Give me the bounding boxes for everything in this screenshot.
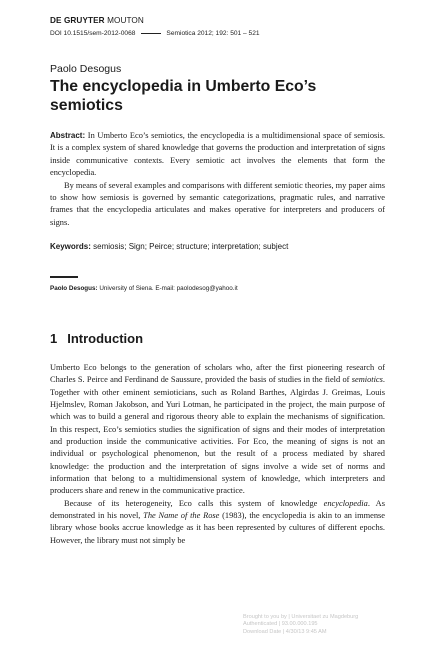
abstract-paragraph-2: By means of several examples and comparisons with different semiotic theories, my paper aims to show how semiosis is governed by semantic categorizations, pragmatic rules, and narrative frames that the encyclopedia articulates and makes operative for interpreters and producers of signs. [50, 180, 385, 227]
abstract-text-1: In Umberto Eco’s semiotics, the encyclopedia is a multidimensional space of semiosis. It is a complex system of shared knowledge that governs the production and interpretation of signs inside communicative contexts. Every semiotic act involves the elements that form the encyclopedia. [50, 131, 385, 178]
section-number: 1 [50, 331, 58, 346]
affiliation-author: Paolo Desogus: [50, 285, 98, 292]
body-emphasis: encyclopedia [323, 498, 368, 508]
body-text [50, 362, 385, 547]
watermark-line: Authenticated | 93.00.000.195 [243, 621, 318, 628]
publisher-logo [50, 16, 144, 25]
publisher-name-rest: MOUTON [107, 16, 144, 25]
publisher-name-bold: DE GRUYTER [50, 16, 105, 25]
body-emphasis: semiotics [351, 375, 383, 385]
section-heading [50, 331, 143, 346]
body-text-run: . Together with other eminent semioticians, such as Roland Barthes, Algirdas J. Greimas, Louis Hjelmslev, Roman Jakobson, and Yuri Lotman, he participated in the project, the main purpose of which was to build a general and rigorous theory able to explain the mechanisms of signification. In this respect, Eco’s semiotics studies the signification of signs and their modes of interpretation and production inside the communicative activities. For Eco, the meaning of signs is not an individual or psychological phenomenon, but the result of a process mediated by shared knowledge: the production and the interpretation of signs involve a wide set of norms and information that belong to a multidimensional system of knowledge, which interpreters and producers share and renew in the communicative practice. [50, 375, 385, 496]
doi: DOI 10.1515/sem-2012-0068 [50, 30, 136, 37]
author-affiliation [50, 285, 238, 292]
section-title: Introduction [67, 331, 144, 346]
keywords [50, 242, 385, 251]
journal-citation: Semiotica 2012; 192: 501 – 521 [166, 30, 260, 37]
watermark-line: Brought to you by | Universitaet zu Magdeburg [243, 614, 359, 620]
affiliation-text: University of Siena. E-mail: paolodesog@yahoo.it [97, 285, 238, 292]
keywords-text: semiosis; Sign; Peirce; structure; interpretation; subject [90, 242, 289, 251]
body-text-run: . As demonstrated in his novel, [50, 498, 385, 521]
article-title: The encyclopedia in Umberto Eco’s semiotics [50, 78, 317, 114]
body-text-run: Umberto Eco belongs to the generation of scholars who, after the first pioneering research of Charles S. Peirce and Ferdinand de Saussure, provided the basis of studies in the field of [50, 363, 385, 385]
affiliation-rule [50, 276, 78, 278]
abstract-label: Abstract: [50, 131, 86, 140]
watermark-line: Download Date | 4/30/13 9:45 AM [243, 628, 327, 635]
author-name: Paolo Desogus [50, 63, 122, 75]
body-text-run: (1983), the encyclopedia is akin to an immense library whose books accrue knowledge as it has been represented by cultures of different epochs. However, the library must not simply be [50, 511, 385, 545]
book-title: The Name of the Rose [143, 511, 220, 521]
separator-dash [141, 33, 161, 34]
keywords-label: Keywords: [50, 242, 91, 251]
download-watermark [243, 614, 393, 636]
body-paragraph-2 [50, 498, 385, 547]
doi-line [50, 30, 260, 37]
body-paragraph-1 [50, 362, 385, 498]
body-text-run: Because of its heterogeneity, Eco calls this system of knowledge [64, 498, 324, 508]
abstract [50, 130, 385, 229]
abstract-paragraph-1 [50, 130, 385, 180]
